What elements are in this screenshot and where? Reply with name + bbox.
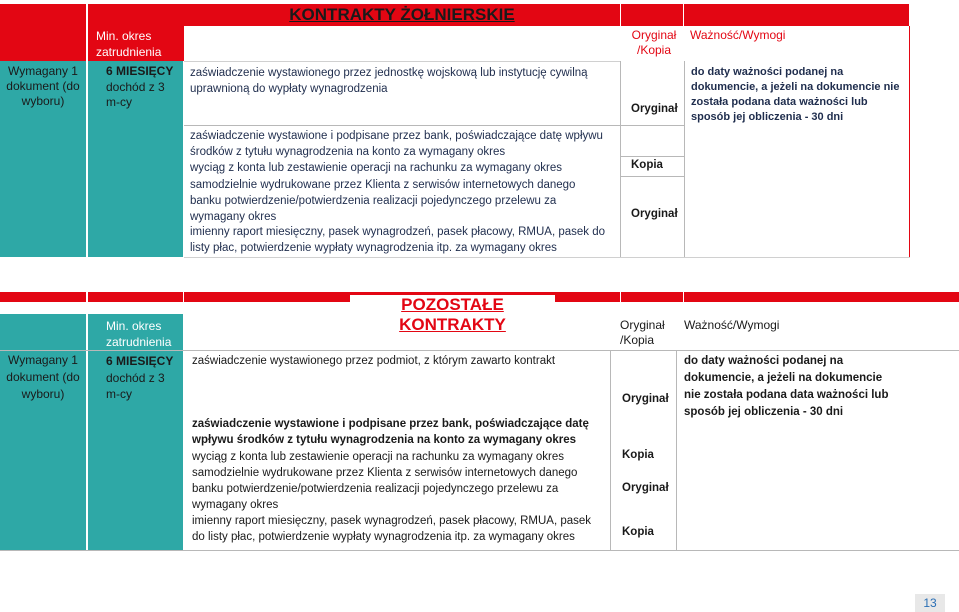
header-bg-orig [621,292,683,302]
doc-item: zaświadczenie wystawionego przez podmiot, z którym zawarto kontrakt [192,355,556,367]
doc-item: imienny raport miesięczny, pasek wynagrodzeń, pasek płacowy, RMUA, pasek do listy płac, potwierdzenie wypłaty wynagrodzenia itp. za wymagany okres [192,515,592,543]
orig-value: Kopia [631,159,663,171]
required-label: Wymagany 1 dokument (do wyboru) [6,64,80,108]
header-bg-orig [621,4,683,26]
income-months: 6 MIESIĘCY [106,64,174,78]
validity-text: do daty ważności podanej na dokumencie, a jeżeli na dokumencie nie została podana data ważności lub sposób jej obliczenia - 30 dni [691,66,900,123]
doc-item: wyciąg z konta lub zestawienie operacji na rachunku za wymagany okres [192,451,565,463]
section-title: KONTRAKTY ŻOŁNIERSKIE [289,5,515,24]
orig-value: Oryginał [622,393,669,405]
income-sub: dochód z 3 m-cy [106,80,165,109]
orig-value: Oryginał [622,482,669,494]
header-bg-left [0,4,86,61]
orig-value: Oryginał [631,103,678,115]
divider [184,257,910,258]
header-validity: Ważność/Wymogi [690,28,786,42]
divider [620,176,684,177]
header-bg-validity [684,4,909,26]
doc-item: zaświadczenie wystawionego przez jednostkę wojskową lub instytucję cywilną uprawnioną do wypłaty wynagrodzenia [190,67,588,95]
header-bg-min-period [88,292,183,302]
divider [676,350,677,550]
divider [909,26,910,257]
divider [620,156,684,157]
income-months: 6 MIESIĘCY [106,354,174,368]
header-orig-copy: Oryginał /Kopia [620,318,665,347]
divider [184,125,620,126]
divider [184,61,620,62]
doc-item: samodzielnie wydrukowane przez Klienta z serwisów internetowych danego banku potwierdzenie/potwierdzenia realizacji pojedynczego przelewu za wymagany okres [190,179,576,223]
header-bg-validity [684,292,959,302]
divider [684,61,685,257]
orig-value: Oryginał [631,208,678,220]
required-label: Wymagany 1 dokument (do wyboru) [6,353,80,401]
doc-item: samodzielnie wydrukowane przez Klienta z serwisów internetowych danego banku potwierdzenie/potwierdzenia realizacji pojedynczego przelewu za wymagany okres [192,467,578,511]
divider [620,125,684,126]
header-cell [0,314,86,350]
income-sub: dochód z 3 m-cy [106,371,165,401]
header-bg-left [0,292,86,302]
header-orig-copy: Oryginał /Kopia [631,28,677,57]
validity-text: do daty ważności podanej na dokumencie, a jeżeli na dokumencie nie została podana data ważności lub sposób jej obliczenia - 30 dni [684,355,889,418]
divider [620,61,621,257]
doc-item: zaświadczenie wystawione i podpisane przez bank, poświadczające datę wpływu środków z tytułu wynagrodzenia na konto za wymagany okres [192,418,589,446]
header-min-period: Min. okres zatrudnienia [96,29,162,59]
header-validity: Ważność/Wymogi [684,318,780,332]
orig-value: Kopia [622,449,654,461]
doc-item: zaświadczenie wystawione i podpisane przez bank, poświadczające datę wpływu środków z tytułu wynagrodzenia na konto za wymagany okres [190,130,603,158]
section-title: POZOSTAŁE KONTRAKTY [350,295,555,335]
doc-item: imienny raport miesięczny, pasek wynagrodzeń, pasek płacowy, RMUA, pasek do listy płac, potwierdzenie wypłaty wynagrodzenia itp. za wymagany okres [190,226,606,254]
divider [0,550,959,551]
doc-item: wyciąg z konta lub zestawienie operacji na rachunku za wymagany okres [190,162,563,174]
page-number: 13 [915,594,945,612]
divider [0,350,959,351]
orig-value: Kopia [622,526,654,538]
divider [610,350,611,550]
header-min-period: Min. okres zatrudnienia [106,319,172,349]
